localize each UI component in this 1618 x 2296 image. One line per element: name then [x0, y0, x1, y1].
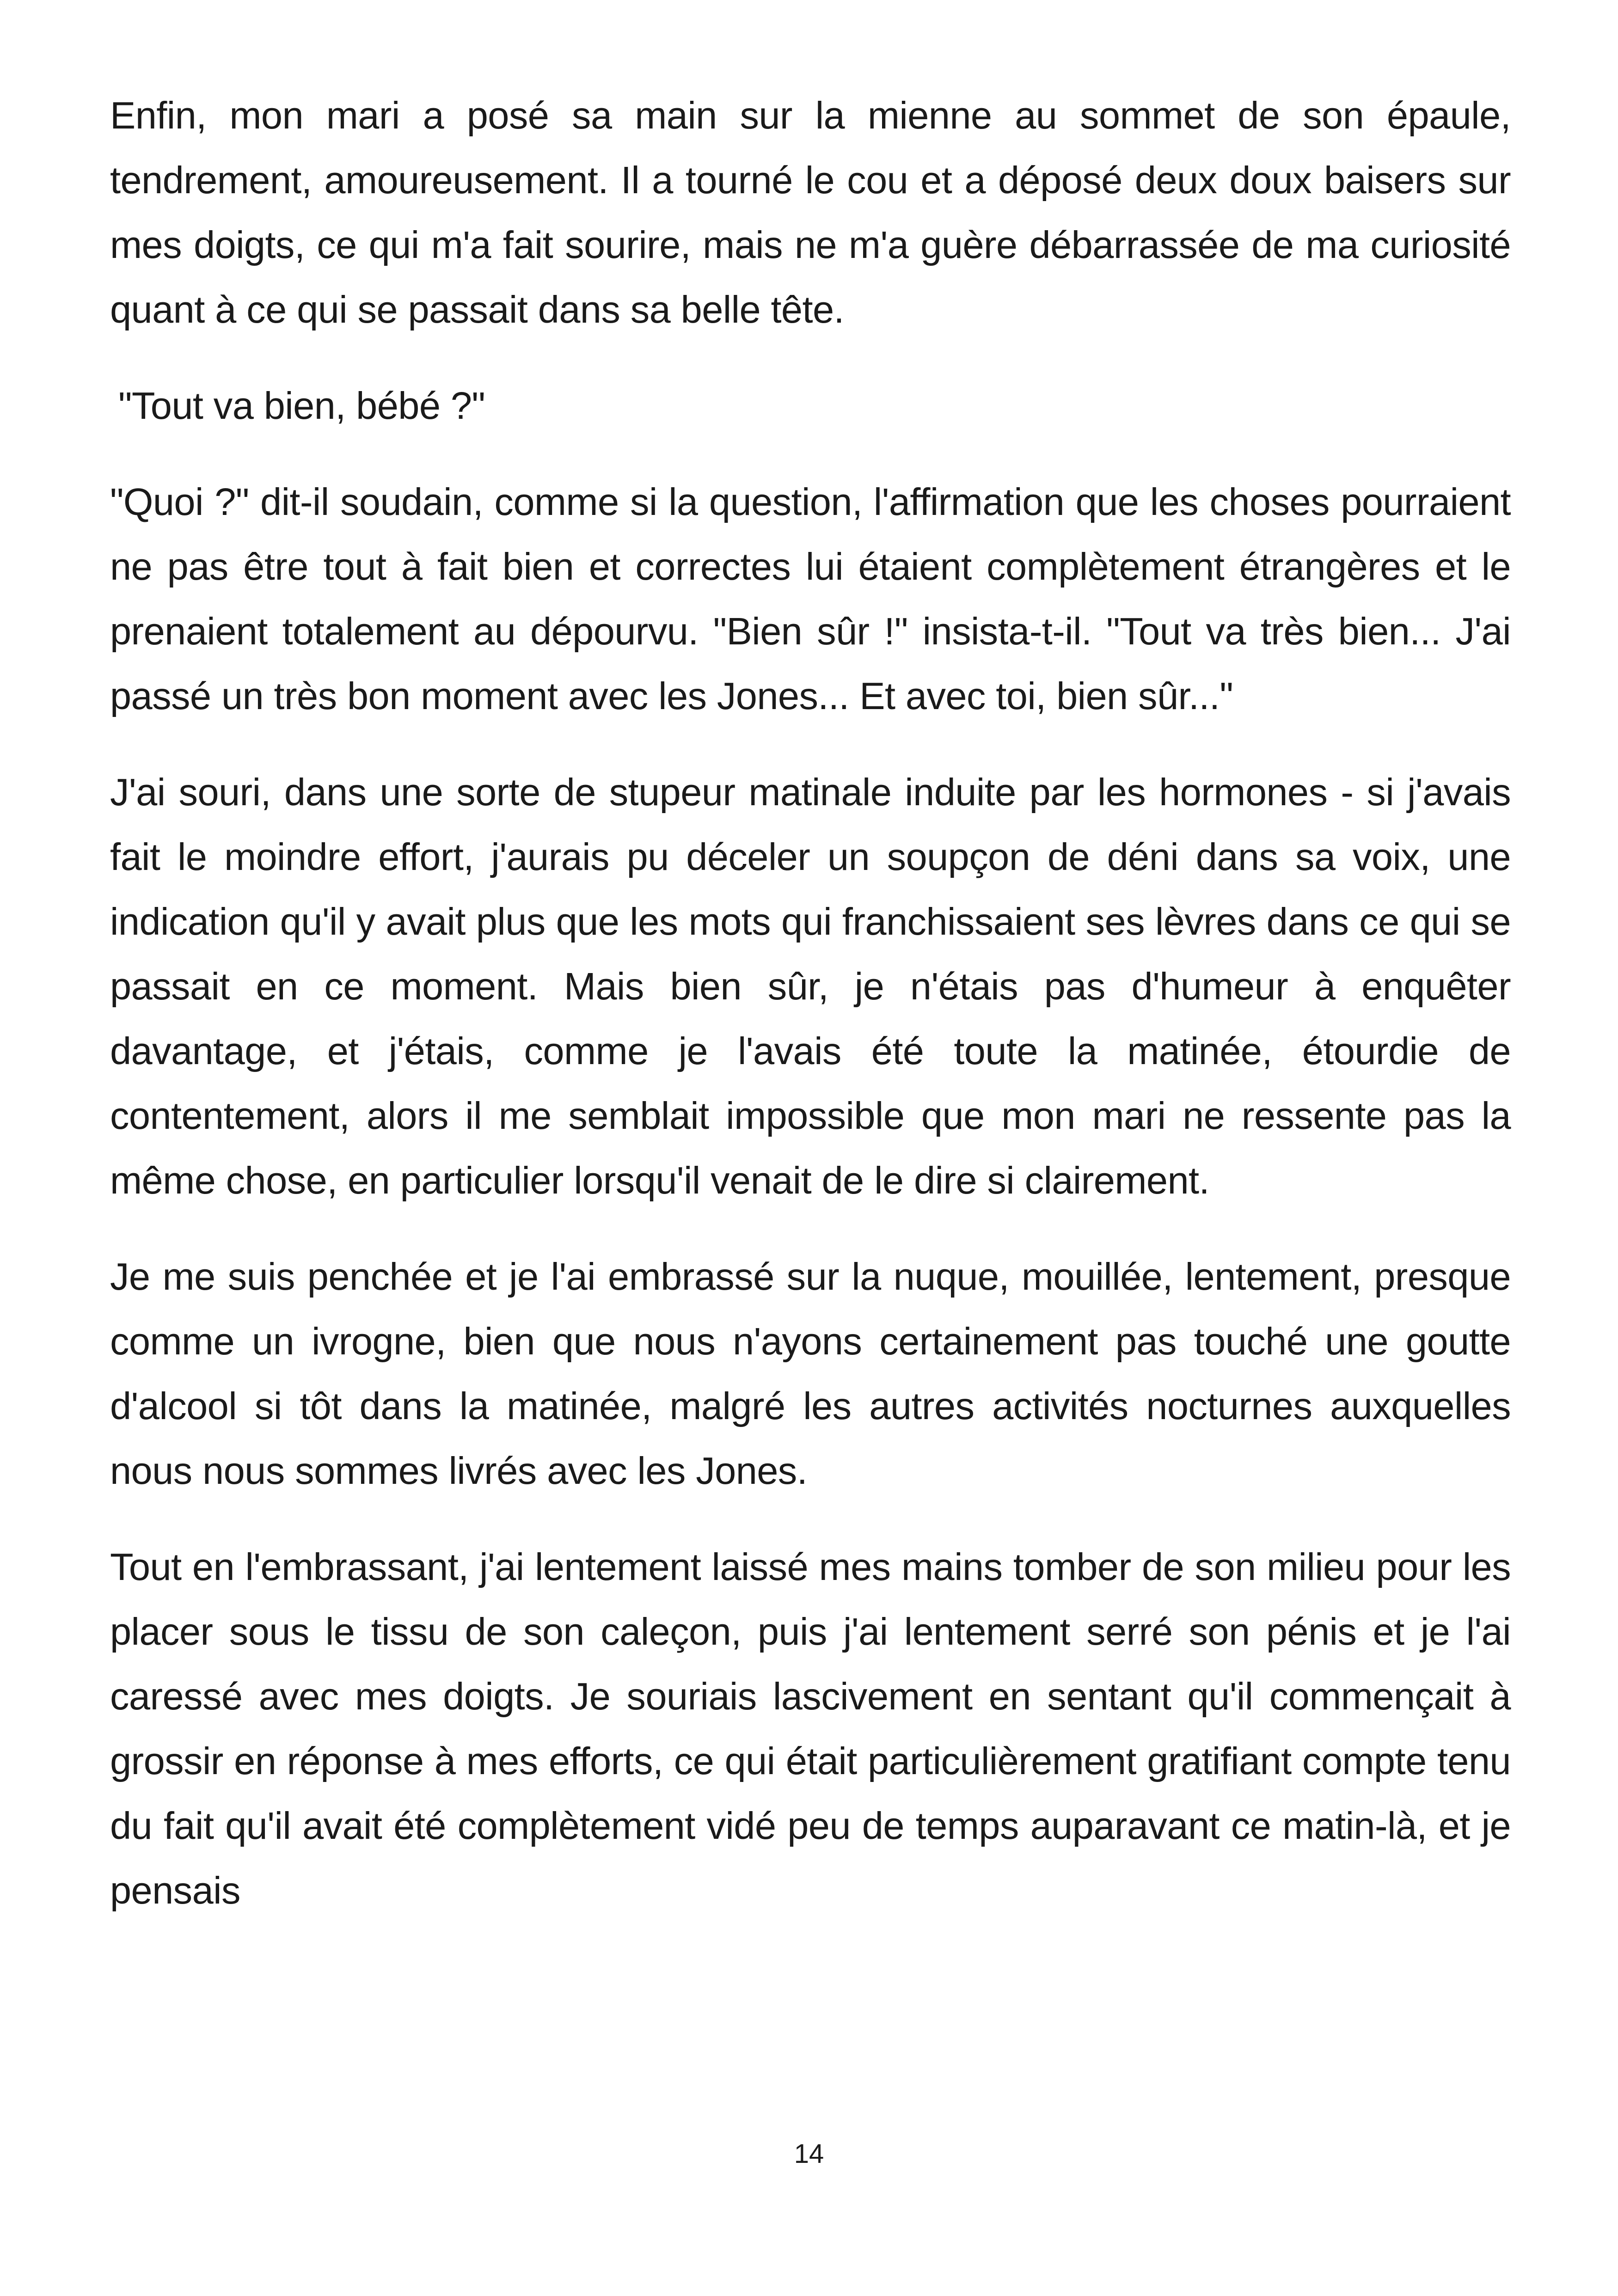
- paragraph-4: J'ai souri, dans une sorte de stupeur matinale induite par les hormones - si j'avais fait le moindre effort, j'aurais pu déceler un soupçon de déni dans sa voix, une indication qu'il y avait plus que les mots qui franchissaient ses lèvres dans ce qui se passait en ce moment. Mais bien sûr, je n'étais pas d'humeur à enquêter davantage, et j'étais, comme je l'avais été toute la matinée, étourdie de contentement, alors il me semblait impossible que mon mari ne ressente pas la même chose, en particulier lorsqu'il venait de le dire si clairement.: [110, 771, 1511, 1202]
- paragraph-2-dialogue: "Tout va bien, bébé ?": [118, 384, 485, 427]
- paragraph-1: Enfin, mon mari a posé sa main sur la mienne au sommet de son épaule, tendrement, amoureusement. Il a tourné le cou et a déposé deux doux baisers sur mes doigts, ce qui m'a fait sourire, mais ne m'a guère débarrassée de ma curiosité quant à ce qui se passait dans sa belle tête.: [110, 94, 1511, 331]
- paragraph-5: Je me suis penchée et je l'ai embrassé sur la nuque, mouillée, lentement, presque comme un ivrogne, bien que nous n'ayons certainement pas touché une goutte d'alcool si tôt dans la matinée, malgré les autres activités nocturnes auxquelles nous nous sommes livrés avec les Jones.: [110, 1255, 1511, 1492]
- paragraph-6: Tout en l'embrassant, j'ai lentement laissé mes mains tomber de son milieu pour les placer sous le tissu de son caleçon, puis j'ai lentement serré son pénis et je l'ai caressé avec mes doigts. Je souriais lascivement en sentant qu'il commençait à grossir en réponse à mes efforts, ce qui était particulièrement gratifiant compte tenu du fait qu'il avait été complètement vidé peu de temps auparavant ce matin-là, et je pensais: [110, 1545, 1511, 1912]
- paragraph-3: "Quoi ?" dit-il soudain, comme si la question, l'affirmation que les choses pourraient ne pas être tout à fait bien et correctes lui étaient complètement étrangères et le prenaient totalement au dépourvu. "Bien sûr !" insista-t-il. "Tout va très bien... J'ai passé un très bon moment avec les Jones... Et avec toi, bien sûr...": [110, 480, 1511, 717]
- page-number: 14: [794, 2139, 824, 2169]
- body-text: [110, 83, 1511, 1954]
